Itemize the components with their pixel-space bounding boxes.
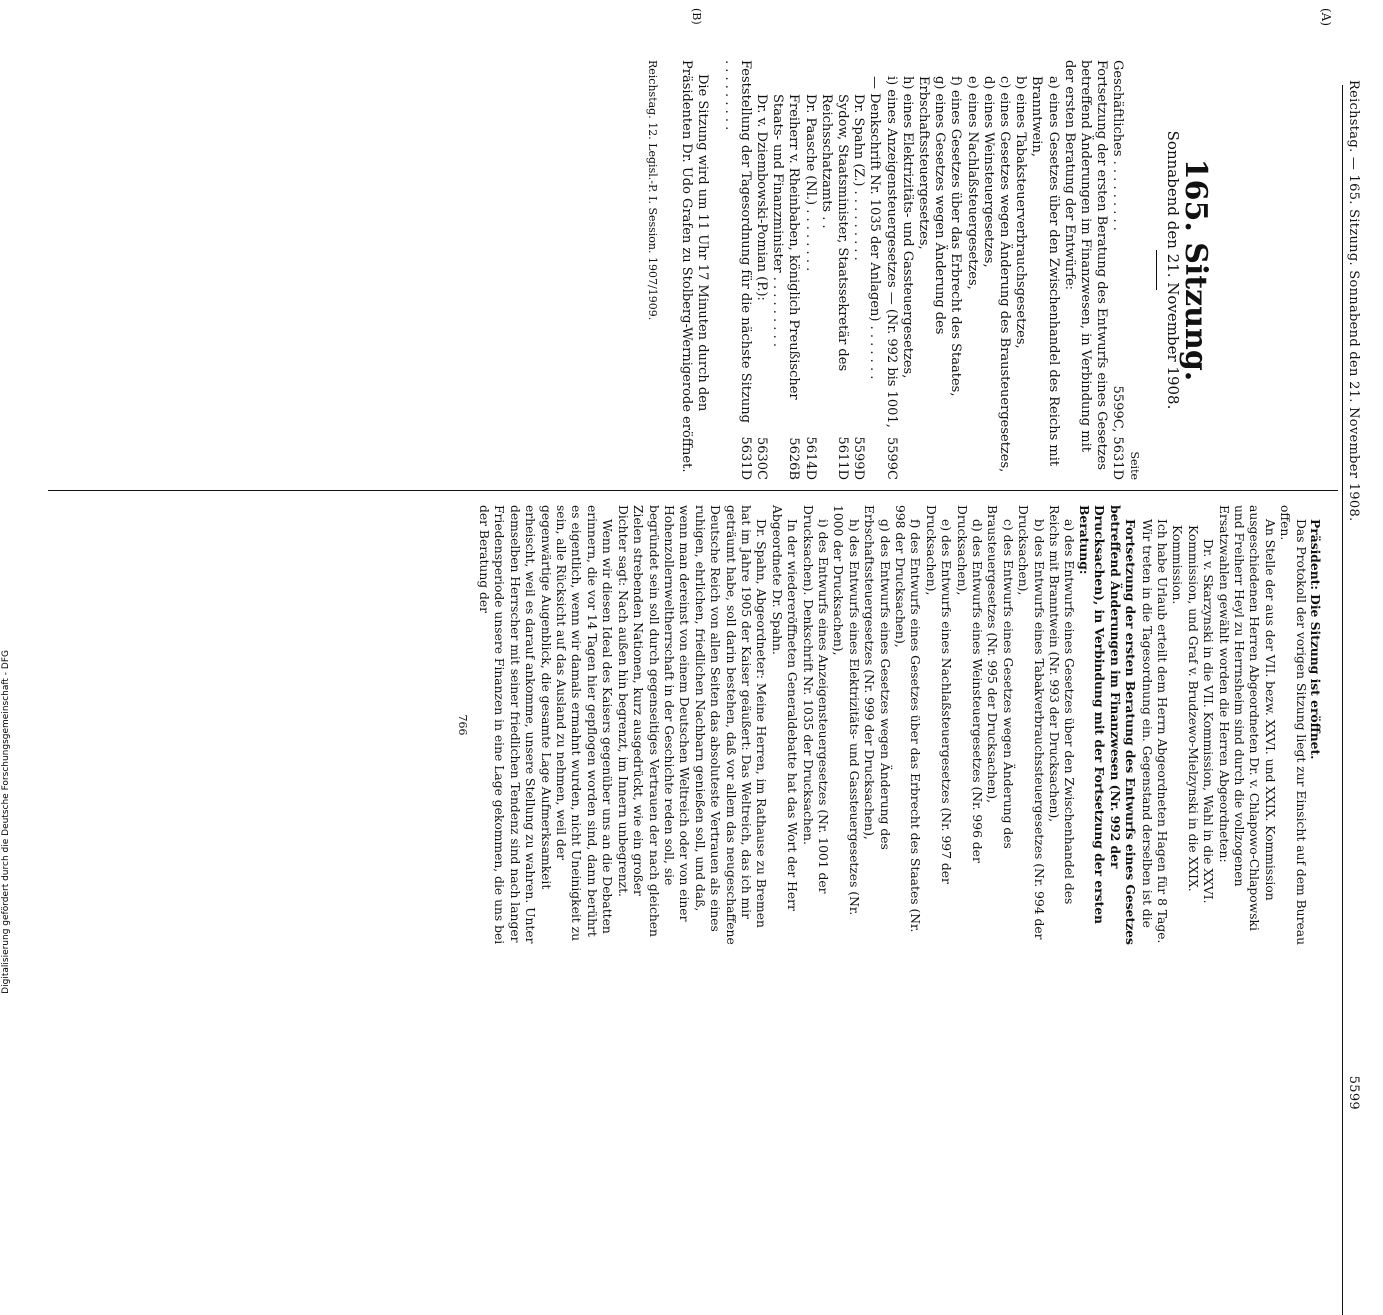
margin-b: (B) [690, 8, 703, 25]
toc-entry: h) eines Elektrizitäts- und Gassteuergesetzes, [899, 76, 915, 379]
paragraph: e) des Entwurfs eines Nachlaßsteuergesetzes (Nr. 997 der Drucksachen), [923, 505, 954, 884]
session-date: Sonnabend den 21. November 1908. [1163, 130, 1182, 410]
credit-strip [0, 0, 14, 1000]
toc-entry: Freiherr v. Rheinbaben, königlich Preußischer Staats- und Finanzminister . . . . . . . . . 5626B [770, 94, 802, 480]
header-page-number: 5599 [1346, 1075, 1361, 1110]
paragraph: i) des Entwurfs eines Anzeigensteuergesetzes (Nr. 1001 der Drucksachen). Denkschrift Nr. 1035 der Drucksachen. [800, 505, 830, 894]
toc-entry: e) eines Nachlaßsteuergesetzes, [964, 76, 980, 290]
seite-label: Seite [1127, 451, 1141, 480]
footer-note: Reichstag. 12. Legisl.-P. I. Session. 1907/1909. [645, 60, 659, 321]
toc-entry: a) eines Gesetzes über den Zwischenhandel des Reichs mit Branntwein, [1029, 76, 1061, 467]
paragraph: An Stelle der aus der VII. bezw. XXVI. und XXIX. Kommission ausgeschiedenen Herren Abgeordneten Dr. v. Chlapowo-Chlapowski und Freiherr Heyl zu Herrnsheim sind durch die vollzogenen Ersatzwahlen gewählt worden die Herren Abgeordneten: [1216, 505, 1277, 931]
toc-entry: b) eines Tabaksteuerverbrauchsgesetzes, [1013, 76, 1029, 349]
toc-entry: Fortsetzung der ersten Beratung des Entwurfs eines Gesetzes betreffend Änderungen im Finanzwesen, in Verbindung mit der ersten Beratung der Entwürfe: [1061, 60, 1110, 471]
text-column [454, 505, 1323, 945]
paragraph: Dr. Spahn, Abgeordneter: Meine Herren, im Rathause zu Bremen hat im Jahre 1905 der Kaiser geäußert: Das Weltreich, das ich mir geträumt habe, soll darin bestehen, daß vor allem das neugeschaffene Deutsche Reich von allen Seiten das absoluteste Vertrauen als eines ruhigen, ehrlichen, friedlichen Nachbarn genießen soll, und daß, wenn man dereinst von einem Deutschen Weltreich oder von einer Hohenzollernweltherrschaft in der Geschichte reden soll, sie begründet sein soll durch gegenseitiges Vertrauen der nach gleichen Zielen strebenden Nationen, kurz ausgedrückt, wie ein großer Dichter sagt: Nach außen hin begrenzt, im Innern unbegrenzt. [615, 505, 769, 945]
toc-entry: Feststellung der Tagesordnung für die nächste Sitzung . . . . . . . . . 5631D [721, 60, 753, 480]
paragraph: Wir treten in die Tagesordnung ein. Gegenstand derselben ist die [1139, 519, 1154, 928]
page-number-bottom: 766 [455, 714, 469, 736]
paragraph: b) des Entwurfs eines Tabakverbrauchssteuergesetzes (Nr. 994 der Drucksachen), [1016, 505, 1046, 940]
paragraph: Präsident: Die Sitzung ist eröffnet. [1308, 519, 1323, 760]
separator [1156, 250, 1157, 290]
paragraph: In der wiedereröffneten Generaldebatte hat das Wort der Herr Abgeordnete Dr. Spahn. [769, 505, 800, 911]
toc-entry: Dr. Paasche (Nl.) . . . . . . . . 5614D [802, 94, 818, 480]
toc-entry: Sydow, Staatsminister, Staatssekretär des Reichsschatzamts . . 5611D [818, 94, 850, 480]
paragraph: f) des Entwurfs eines Gesetzes über das Erbrecht des Staates (Nr. 998 der Drucksachen), [893, 505, 923, 933]
paragraph: d) des Entwurfs eines Weinsteuergesetzes (Nr. 996 der Drucksachen), [954, 505, 985, 863]
paragraph: c) des Entwurfs eines Gesetzes wegen Änderung des Brausteuergesetzes (Nr. 995 der Drucksachen), [985, 505, 1015, 849]
paragraph: Wenn wir diesen Ideal des Kaisers gegenüber uns an die Debatten erinnern, die vor 14 Tagen hier gepflogen worden sind, dann berührt es eigentlich, wenn wir damals ermahnt wurden, nicht Uneinigkeit zu sein, alle Rücksicht auf das Ausland zu nehmen, weil der gegenwärtige Augenblick, die gesamte Lage Aufmerksamkeit erheischt, weil es darauf ankomme, unsere Stellung zu wahren. Unter demselben Herrscher mit seiner friedlichen Tendenz sind nach langer Friedensperiode unsere Finanzen in eine Lage gekommen, die uns bei der Beratung der [477, 505, 615, 945]
paragraph: Dr. v. Skarzynski in die VII. Kommission, Wahl in die XXVI. Kommission, und Graf v. Brudzewo-Mielzynski in die XXIX. Kommission. [1170, 525, 1216, 904]
toc-entry: Geschäftliches . . . . . . . . . 5599C, 5631D [1110, 60, 1126, 480]
toc-entry: d) eines Weinsteuergesetzes, [980, 76, 996, 268]
toc-entry: c) eines Gesetzes wegen Änderung des Brausteuergesetzes, [996, 76, 1012, 473]
paragraph: Ich habe Urlaub erteilt dem Herrn Abgeordneten Hagen für 8 Tage. [1154, 519, 1169, 944]
toc-entry: Dr. Spahn (Z.) . . . . . . . . . 5599D [851, 94, 867, 480]
toc-entry: g) eines Gesetzes wegen Änderung des Erbschaftssteuergesetzes, [915, 76, 948, 335]
toc-column [644, 60, 1323, 480]
paragraph: a) des Entwurfs eines Gesetzes über den Zwischenhandel des Reichs mit Branntwein (Nr. 993 der Drucksachen), [1047, 505, 1077, 905]
toc-entry: Dr. v. Dziembowski-Pomian (P.): 5630C [753, 94, 769, 480]
header-left: Reichstag. — 165. Sitzung. Sonnabend den 21. November 1908. [1346, 80, 1361, 522]
paragraph: Das Protokoll der vorigen Sitzung liegt zur Einsicht auf dem Bureau offen. [1278, 505, 1308, 945]
header-rule [1342, 85, 1343, 1315]
paragraph: g) des Entwurfs eines Gesetzes wegen Änderung des Erbschaftssteuergesetzes (Nr. 999 der Drucksachen), [862, 505, 892, 850]
dfg-credit: Digitalisierung gefördert durch die Deutsche Forschungsgemeinschaft - DFG [1, 650, 11, 994]
paragraph: Fortsetzung der ersten Beratung des Entwurfs eines Gesetzes betreffend Änderungen im Finanzwesen (Nr. 992 der Drucksachen), in Verbindung mit der Fortsetzung der ersten Beratung: [1076, 505, 1139, 945]
opening-paragraph: Die Sitzung wird um 11 Uhr 17 Minuten durch den Präsidenten Dr. Udo Grafen zu Stolberg-Wernigerode eröffnet. [679, 60, 711, 473]
margin-a: (A) [1319, 8, 1333, 27]
column-rule [48, 490, 1338, 491]
toc-entry: i) eines Anzeigensteuergesetzes — (Nr. 992 bis 1001, — Denkschrift Nr. 1035 der Anlagen) . . . . . . . 5599C [867, 76, 899, 480]
toc-entry: f) eines Gesetzes über das Erbrecht des Staates, [948, 76, 964, 397]
paragraph: h) des Entwurfs eines Elektrizitäts- und Gassteuergesetzes (Nr. 1000 der Drucksachen), [831, 505, 861, 916]
session-title: 165. Sitzung. [1178, 158, 1213, 382]
